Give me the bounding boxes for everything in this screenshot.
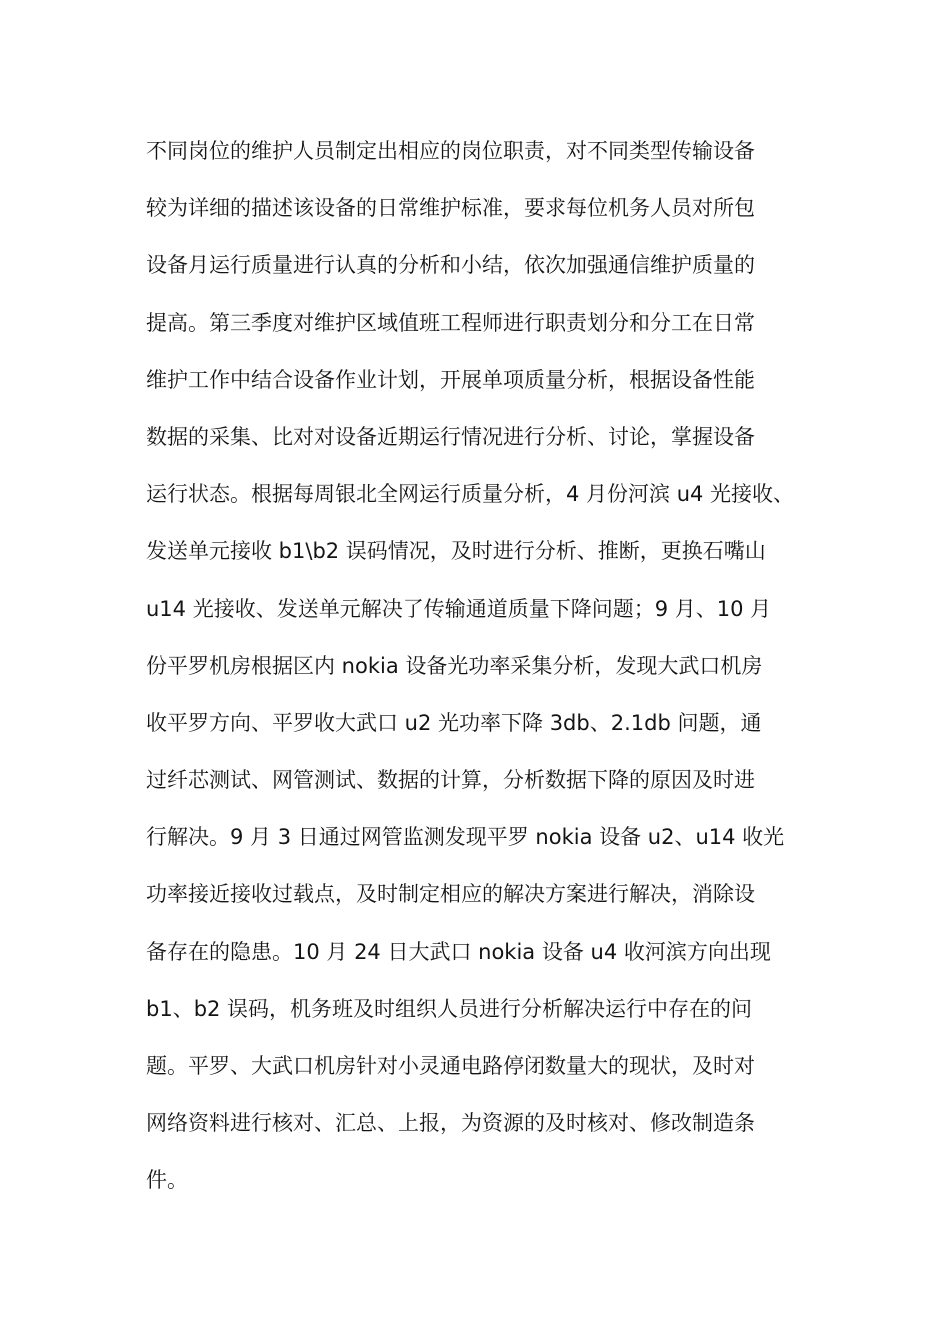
paragraph-line: 运行状态。根据每周银北全网运行质量分析，4 月份河滨 u4 光接收、: [146, 482, 795, 507]
paragraph-line: 过纤芯测试、网管测试、数据的计算，分析数据下降的原因及时进: [146, 768, 755, 793]
paragraph-line: 备存在的隐患。10 月 24 日大武口 nokia 设备 u4 收河滨方向出现: [146, 939, 771, 964]
paragraph-line: u14 光接收、发送单元解决了传输通道质量下降问题；9 月、10 月: [146, 596, 772, 621]
paragraph-line: 数据的采集、比对对设备近期运行情况进行分析、讨论，掌握设备: [146, 424, 755, 449]
paragraph-line: 份平罗机房根据区内 nokia 设备光功率采集分析，发现大武口机房: [146, 653, 763, 678]
paragraph-line: 发送单元接收 b1\b2 误码情况，及时进行分析、推断，更换石嘴山: [146, 539, 766, 564]
paragraph-line: 维护工作中结合设备作业计划，开展单项质量分析，根据设备性能: [146, 367, 755, 392]
paragraph-line: b1、b2 误码，机务班及时组织人员进行分析解决运行中存在的问: [146, 996, 753, 1021]
paragraph-line: 网络资料进行核对、汇总、上报，为资源的及时核对、修改制造条: [146, 1111, 755, 1136]
paragraph-line: 收平罗方向、平罗收大武口 u2 光功率下降 3db、2.1db 问题，通: [146, 710, 762, 735]
paragraph-line: 题。平罗、大武口机房针对小灵通电路停闭数量大的现状，及时对: [146, 1054, 755, 1078]
body-paragraph: [146, 129, 846, 1216]
paragraph-line: 较为详细的描述该设备的日常维护标准，要求每位机务人员对所包: [146, 196, 755, 221]
paragraph-line: 件。: [146, 1168, 188, 1193]
paragraph-line: 设备月运行质量进行认真的分析和小结，依次加强通信维护质量的: [146, 253, 755, 278]
paragraph-line: 行解决。9 月 3 日通过网管监测发现平罗 nokia 设备 u2、u14 收光: [146, 825, 785, 850]
paragraph-line: 提高。第三季度对维护区域值班工程师进行职责划分和分工在日常: [146, 310, 755, 335]
paragraph-line: 不同岗位的维护人员制定出相应的岗位职责，对不同类型传输设备: [146, 139, 755, 163]
paragraph-line: 功率接近接收过载点，及时制定相应的解决方案进行解决，消除设: [146, 882, 755, 907]
